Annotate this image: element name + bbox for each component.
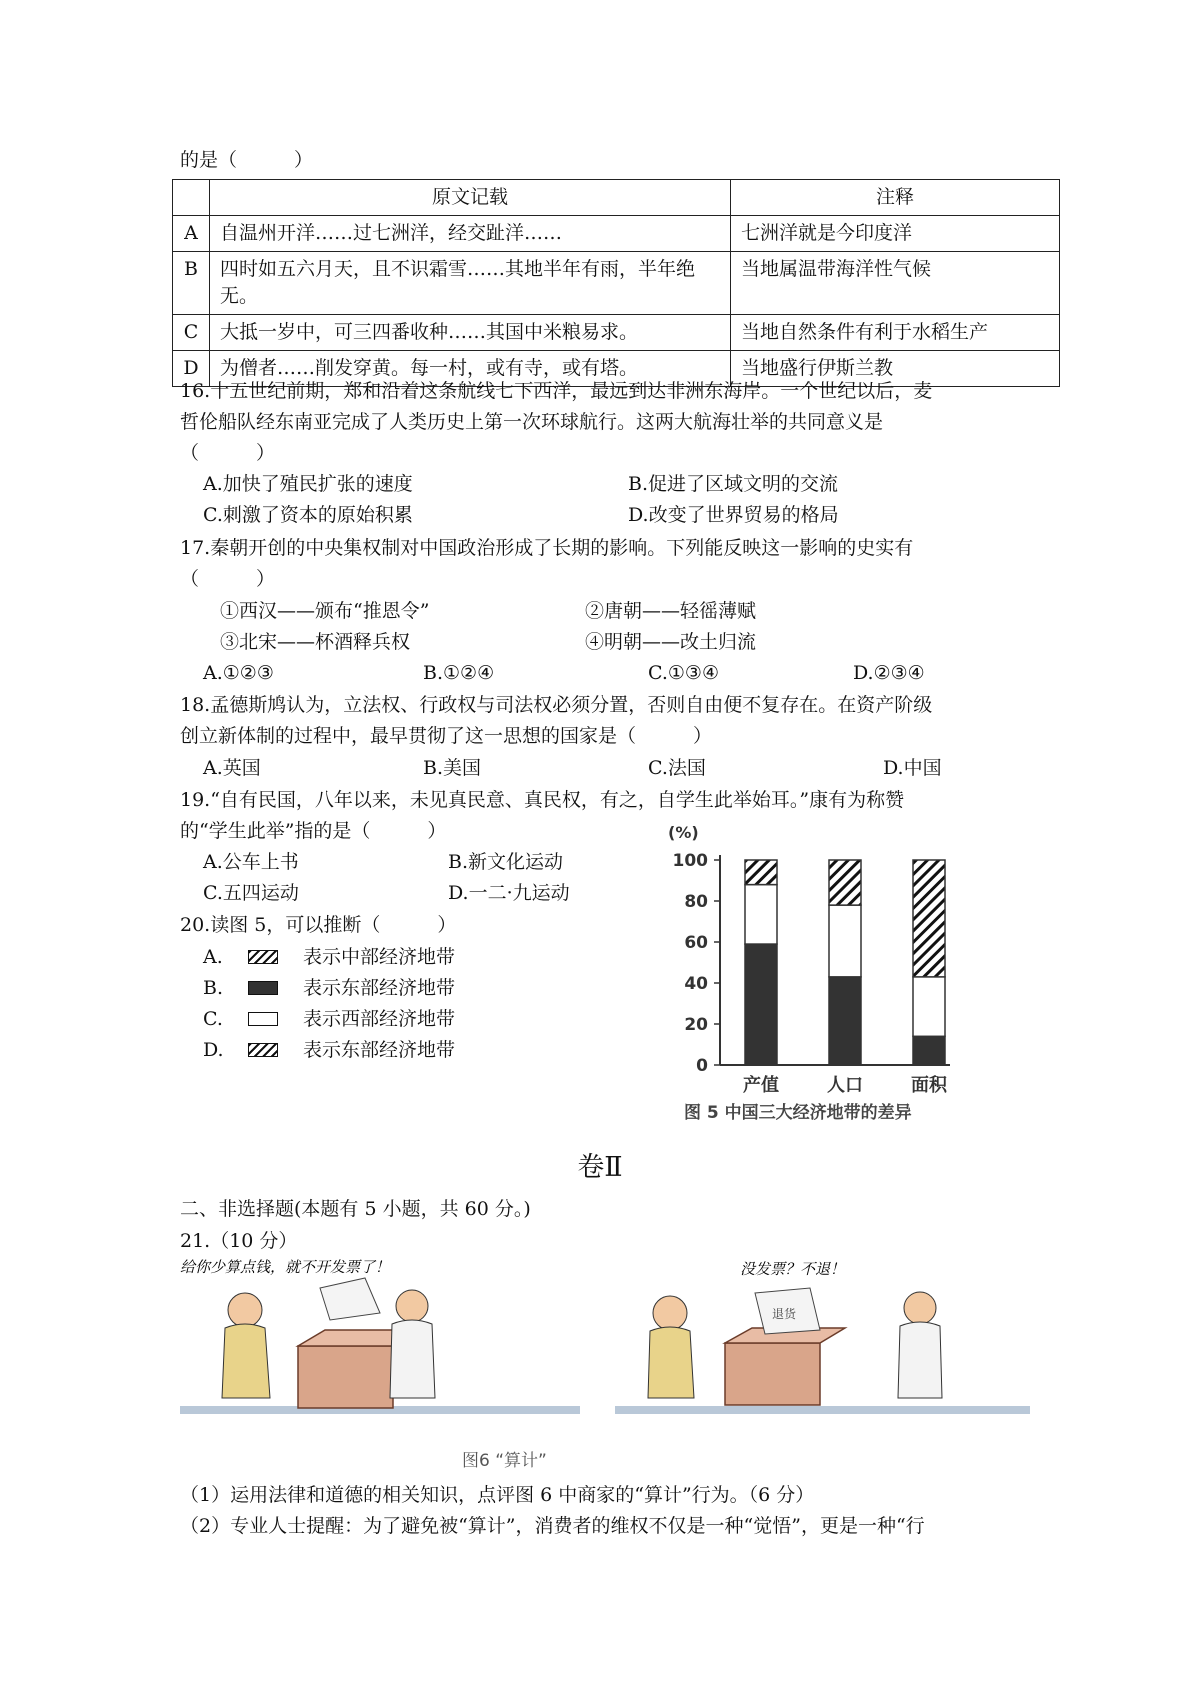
q20-option-c: 表示西部经济地带 — [303, 1008, 456, 1030]
row-letter: B — [173, 252, 210, 315]
white-swatch-icon — [248, 1012, 278, 1026]
speech-bubble-right: 没发票？不退！ — [740, 1260, 846, 1278]
row-text: 大抵一岁中，可三四番收种……其国中米粮易求。 — [210, 315, 731, 351]
q21-part-2: （2）专业人士提醒：为了避免被“算计”，消费者的维权不仅是一种“觉悟”，更是一种“行 — [180, 1515, 925, 1537]
bar-segment-hatch — [829, 860, 861, 905]
q17-stem-1: 17.秦朝开创的中央集权制对中国政治形成了长期的影响。下列能反映这一影响的史实有 — [180, 537, 914, 559]
row-letter: C — [173, 315, 210, 351]
chart-caption: 图 5 中国三大经济地带的差异 — [684, 1103, 912, 1123]
y-tick-label: 40 — [684, 974, 708, 994]
bar-segment-dark — [829, 977, 861, 1065]
q18-stem-2: 创立新体制的过程中，最早贯彻了这一思想的国家是（ ） — [180, 725, 713, 747]
q16-option-a: A.加快了殖民扩张的速度 — [203, 473, 413, 495]
q18-stem-1: 18.孟德斯鸠认为，立法权、行政权与司法权必须分置，否则自由便不复存在。在资产阶级 — [180, 694, 933, 716]
y-tick-label: 0 — [696, 1056, 708, 1076]
return-label: 退货 — [772, 1307, 797, 1321]
row-text: 为僧者……削发穿黄。每一村，或有寺，或有塔。 — [210, 351, 731, 387]
q16-stem-3: （ ） — [180, 442, 276, 464]
row-note: 七洲洋就是今印度洋 — [731, 216, 1060, 252]
bar-segment-dark — [913, 1036, 945, 1065]
table-header-cell: 注释 — [731, 180, 1060, 216]
q17-option-c: C.①③④ — [648, 662, 719, 684]
q17-item-3: ③北宋——杯酒释兵权 — [220, 631, 411, 653]
row-text: 四时如五六月天，且不识霜雪……其地半年有雨，半年绝无。 — [210, 252, 731, 315]
cartoon-caption: 图6 “算计” — [462, 1451, 547, 1471]
q15-tail: 的是（ ） — [180, 149, 314, 171]
y-tick-label: 20 — [684, 1015, 708, 1035]
q18-option-d: D.中国 — [883, 757, 942, 779]
speech-bubble-left: 给你少算点钱，就不开发票了！ — [180, 1258, 391, 1276]
section-intro: 二、非选择题(本题有 5 小题，共 60 分。) — [180, 1198, 531, 1220]
hatched-swatch-icon — [248, 950, 278, 964]
q17-item-2: ②唐朝——轻徭薄赋 — [585, 600, 757, 622]
q17-option-d: D.②③④ — [853, 662, 925, 684]
row-note: 当地属温带海洋性气候 — [731, 252, 1060, 315]
q16-option-b: B.促进了区域文明的交流 — [628, 473, 839, 495]
q17-option-a: A.①②③ — [203, 662, 274, 684]
q20-stem: 20.读图 5，可以推断（ ） — [180, 914, 457, 936]
table-header-row — [173, 180, 1060, 216]
bar-segment-white — [829, 905, 861, 977]
x-category-label: 面积 — [911, 1075, 947, 1096]
q19-option-b: B.新文化运动 — [448, 851, 564, 873]
q20-option-a: 表示中部经济地带 — [303, 946, 456, 968]
q20-option-b-letter: B. — [203, 977, 224, 999]
cartoon-panel-left — [180, 1258, 580, 1414]
q17-item-4: ④明朝——改土归流 — [585, 631, 757, 653]
q21-part-1: （1）运用法律和道德的相关知识，点评图 6 中商家的“算计”行为。（6 分） — [180, 1484, 815, 1506]
dark-swatch-icon — [248, 981, 278, 995]
q18-option-c: C.法国 — [648, 757, 706, 779]
row-text: 自温州开洋……过七洲洋，经交趾洋…… — [210, 216, 731, 252]
source-table — [172, 179, 1060, 387]
y-tick-label: 100 — [672, 851, 708, 871]
x-category-label: 人口 — [827, 1075, 863, 1096]
q19-stem-2: 的“学生此举”指的是（ ） — [180, 820, 447, 842]
q17-item-1: ①西汉——颁布“推恩令” — [220, 600, 430, 622]
y-axis-label: (%) — [668, 823, 699, 842]
q20-option-a-letter: A. — [203, 946, 223, 968]
table-row — [173, 315, 1060, 351]
x-category-label: 产值 — [743, 1075, 779, 1096]
q19-stem-1: 19.“自有民国，八年以来，未见真民意、真民权，有之，自学生此举始耳。”康有为称赞 — [180, 789, 905, 811]
q16-stem-2: 哲伦船队经东南亚完成了人类历史上第一次环球航行。这两大航海壮举的共同意义是 — [180, 411, 884, 433]
q20-option-c-letter: C. — [203, 1008, 223, 1030]
y-tick-label: 80 — [684, 892, 708, 912]
q17-option-b: B.①②④ — [423, 662, 495, 684]
row-note: 当地盛行伊斯兰教 — [731, 351, 1060, 387]
row-letter: A — [173, 216, 210, 252]
q18-option-b: B.美国 — [423, 757, 482, 779]
q19-option-c: C.五四运动 — [203, 882, 299, 904]
q17-stem-2: （ ） — [180, 568, 276, 590]
q16-stem-1: 16.十五世纪前期，郑和沿着这条航线七下西洋，最远到达非洲东海岸。一个世纪以后，麦 — [180, 380, 933, 402]
q21-heading: 21.（10 分） — [180, 1230, 298, 1252]
table-header-cell — [173, 180, 210, 216]
economic-zone-chart — [660, 820, 1040, 1120]
q20-option-d-letter: D. — [203, 1039, 224, 1061]
bar-segment-white — [913, 977, 945, 1036]
q20-option-b: 表示东部经济地带 — [303, 977, 456, 999]
q16-option-d: D.改变了世界贸易的格局 — [628, 504, 839, 526]
cartoon-panel-right — [615, 1260, 1030, 1414]
bar-segment-hatch — [745, 860, 777, 885]
q20-option-d: 表示东部经济地带 — [303, 1039, 456, 1061]
table-row — [173, 252, 1060, 315]
q19-option-d: D.一二·九运动 — [448, 882, 570, 904]
q19-option-a: A.公车上书 — [203, 851, 299, 873]
bar-segment-white — [745, 885, 777, 944]
section-title: 卷Ⅱ — [577, 1152, 623, 1183]
bar-segment-dark — [745, 944, 777, 1065]
row-letter: D — [173, 351, 210, 387]
y-tick-label: 60 — [684, 933, 708, 953]
table-header-cell: 原文记载 — [210, 180, 731, 216]
bar-segment-hatch — [913, 860, 945, 977]
row-note: 当地自然条件有利于水稻生产 — [731, 315, 1060, 351]
cartoon-illustration — [180, 1258, 1030, 1438]
hatched-swatch-icon — [248, 1043, 278, 1057]
q16-option-c: C.刺激了资本的原始积累 — [203, 504, 413, 526]
table-row — [173, 216, 1060, 252]
q18-option-a: A.英国 — [203, 757, 261, 779]
